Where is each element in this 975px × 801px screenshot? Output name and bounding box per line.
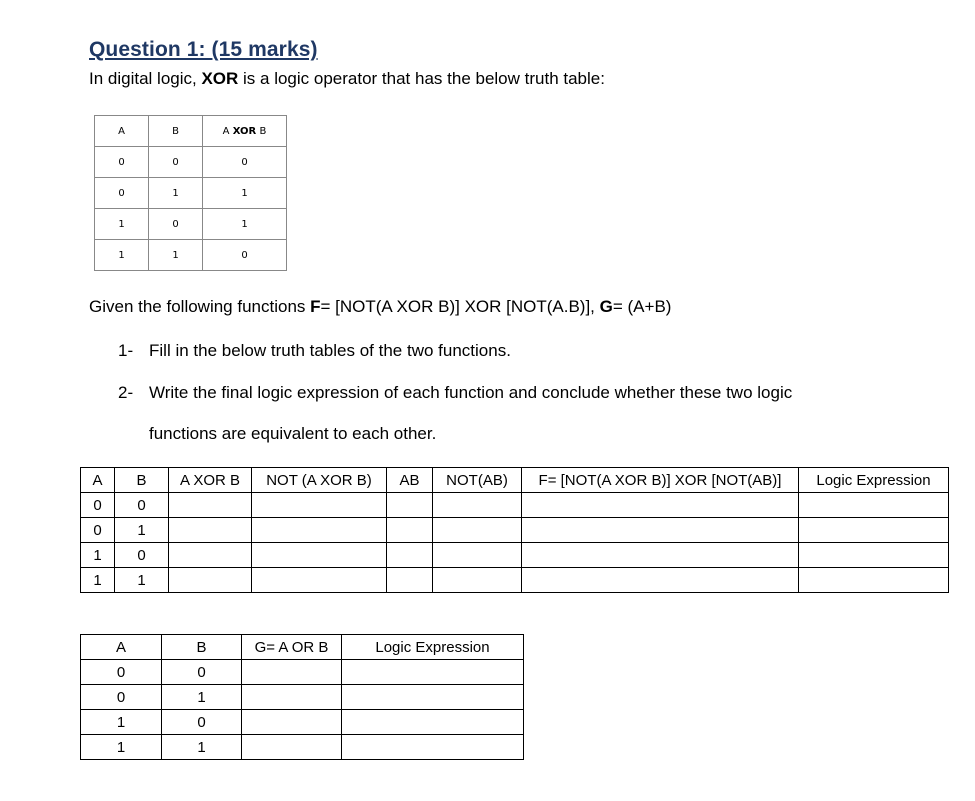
f-truth-table [80, 467, 949, 593]
answer-cell[interactable] [387, 518, 433, 543]
header-cell: A XOR B [203, 116, 287, 147]
cell: 1 [203, 209, 287, 240]
header-cell: Logic Expression [799, 468, 949, 493]
answer-cell[interactable] [433, 493, 522, 518]
cell: 1 [81, 543, 115, 568]
answer-cell[interactable] [252, 493, 387, 518]
cell: 0 [95, 147, 149, 178]
answer-cell[interactable] [433, 543, 522, 568]
header-cell: NOT (A XOR B) [252, 468, 387, 493]
cell: 1 [81, 735, 162, 760]
table-header-row [81, 635, 524, 660]
cell: 0 [203, 240, 287, 271]
header-cell: AB [387, 468, 433, 493]
answer-cell[interactable] [242, 735, 342, 760]
cell: 0 [81, 660, 162, 685]
list-item [118, 383, 792, 403]
cell: 1 [95, 209, 149, 240]
answer-cell[interactable] [433, 568, 522, 593]
g-text: = (A+B) [612, 297, 672, 316]
table-row [81, 518, 949, 543]
table-header-row [81, 468, 949, 493]
intro-text [89, 69, 605, 89]
cell: 0 [115, 493, 169, 518]
answer-cell[interactable] [342, 710, 524, 735]
table-header-row [95, 116, 287, 147]
intro-post: is a logic operator that has the below truth table: [238, 69, 605, 88]
given-functions-text [89, 297, 671, 317]
f-label: F [310, 297, 321, 316]
cell: 1 [115, 568, 169, 593]
intro-bold: XOR [201, 69, 239, 88]
header-cell: A [81, 635, 162, 660]
given-pre: Given the following functions [89, 297, 311, 316]
cell: 1 [115, 518, 169, 543]
intro-pre: In digital logic, [89, 69, 202, 88]
answer-cell[interactable] [387, 493, 433, 518]
answer-cell[interactable] [342, 685, 524, 710]
answer-cell[interactable] [387, 543, 433, 568]
header-cell: Logic Expression [342, 635, 524, 660]
answer-cell[interactable] [169, 543, 252, 568]
answer-cell[interactable] [342, 660, 524, 685]
answer-cell[interactable] [169, 568, 252, 593]
cell: 0 [81, 518, 115, 543]
question-heading: Question 1: (15 marks) [89, 38, 318, 61]
table-row [81, 543, 949, 568]
answer-cell[interactable] [169, 493, 252, 518]
cell: 0 [162, 710, 242, 735]
answer-cell[interactable] [522, 518, 799, 543]
answer-cell[interactable] [799, 543, 949, 568]
cell: 1 [162, 735, 242, 760]
header-cell: G= A OR B [242, 635, 342, 660]
cell: 0 [149, 209, 203, 240]
header-cell: B [115, 468, 169, 493]
table-row [95, 240, 287, 271]
header-cell: F= [NOT(A XOR B)] XOR [NOT(AB)] [522, 468, 799, 493]
list-number: 2- [118, 383, 134, 402]
table-row [81, 735, 524, 760]
cell: 0 [115, 543, 169, 568]
table-row [95, 178, 287, 209]
answer-cell[interactable] [799, 518, 949, 543]
cell: 1 [203, 178, 287, 209]
header-cell: B [149, 116, 203, 147]
table-row [81, 660, 524, 685]
answer-cell[interactable] [433, 518, 522, 543]
cell: 1 [95, 240, 149, 271]
cell: 0 [149, 147, 203, 178]
header-cell: A [81, 468, 115, 493]
table-row [95, 209, 287, 240]
list-number: 1- [118, 341, 134, 360]
cell: 1 [162, 685, 242, 710]
answer-cell[interactable] [799, 568, 949, 593]
cell: 1 [149, 240, 203, 271]
answer-cell[interactable] [522, 493, 799, 518]
header-cell: A [95, 116, 149, 147]
answer-cell[interactable] [387, 568, 433, 593]
cell: 1 [81, 568, 115, 593]
answer-cell[interactable] [242, 660, 342, 685]
cell: 0 [81, 685, 162, 710]
list-text: Write the final logic expression of each function and conclude whether these two logic [149, 383, 793, 402]
g-label: G [599, 297, 613, 316]
header-cell: NOT(AB) [433, 468, 522, 493]
list-item-continuation: functions are equivalent to each other. [149, 424, 437, 443]
answer-cell[interactable] [242, 710, 342, 735]
g-truth-table [80, 634, 524, 760]
answer-cell[interactable] [252, 518, 387, 543]
table-row [81, 493, 949, 518]
answer-cell[interactable] [522, 568, 799, 593]
answer-cell[interactable] [252, 568, 387, 593]
header-cell: B [162, 635, 242, 660]
table-row [95, 147, 287, 178]
f-text: = [NOT(A XOR B)] XOR [NOT(A.B)], [320, 297, 600, 316]
cell: 0 [95, 178, 149, 209]
table-row [81, 568, 949, 593]
header-cell: A XOR B [169, 468, 252, 493]
answer-cell[interactable] [522, 543, 799, 568]
list-text: Fill in the below truth tables of the two functions. [149, 341, 511, 360]
answer-cell[interactable] [799, 493, 949, 518]
xor-truth-table [94, 115, 287, 271]
cell: 1 [149, 178, 203, 209]
table-row [81, 710, 524, 735]
cell: 0 [81, 493, 115, 518]
answer-cell[interactable] [169, 518, 252, 543]
cell: 0 [203, 147, 287, 178]
table-row [81, 685, 524, 710]
cell: 1 [81, 710, 162, 735]
answer-cell[interactable] [252, 543, 387, 568]
answer-cell[interactable] [242, 685, 342, 710]
cell: 0 [162, 660, 242, 685]
list-item [118, 341, 511, 361]
answer-cell[interactable] [342, 735, 524, 760]
